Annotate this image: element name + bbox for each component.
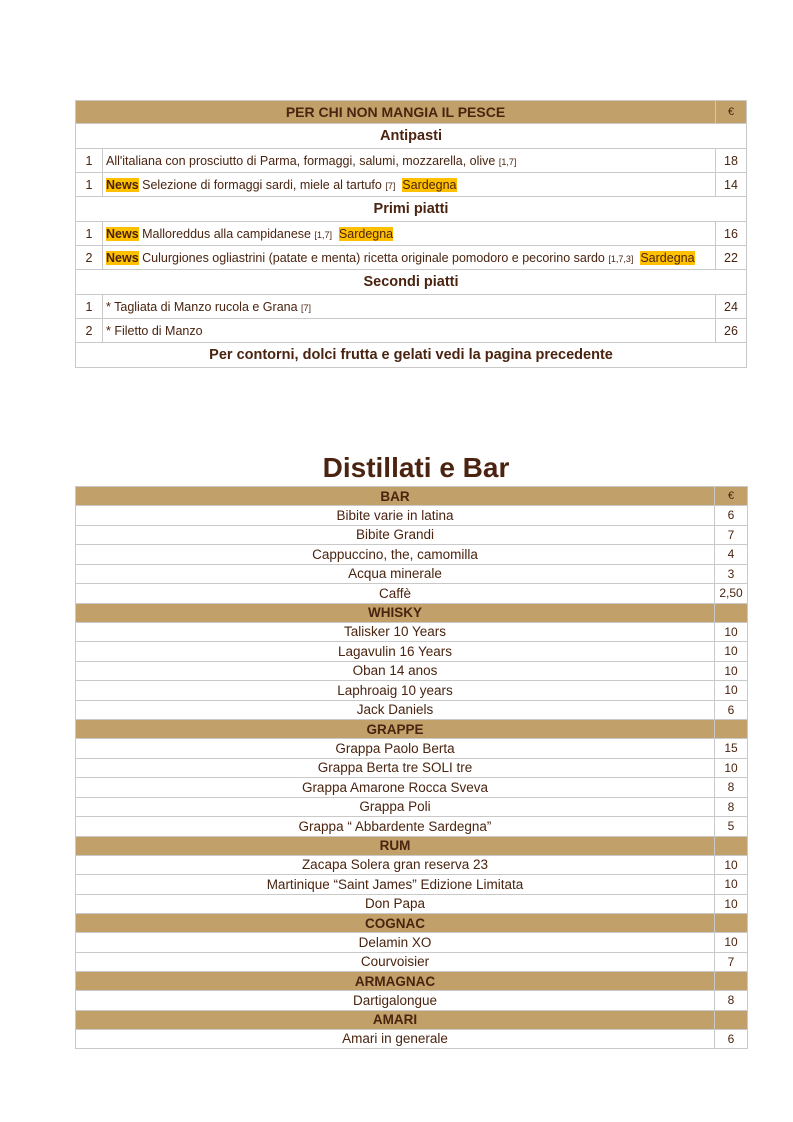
drink-row xyxy=(76,642,748,662)
drink-row xyxy=(76,506,748,526)
drink-row xyxy=(76,545,748,565)
category-row xyxy=(76,972,748,991)
drink-row xyxy=(76,952,748,972)
drink-price: 10 xyxy=(715,622,748,642)
drink-price: 8 xyxy=(715,797,748,817)
category-name: WHISKY xyxy=(76,603,715,622)
dish-description xyxy=(103,222,716,246)
dish-description xyxy=(103,246,716,270)
category-row xyxy=(76,603,748,622)
drink-price: 7 xyxy=(715,952,748,972)
news-badge: News xyxy=(106,226,139,241)
drink-row xyxy=(76,991,748,1011)
drink-row xyxy=(76,739,748,759)
drink-price: 15 xyxy=(715,739,748,759)
category-row xyxy=(76,720,748,739)
dish-number: 2 xyxy=(76,246,103,270)
drink-name: Grappa Amarone Rocca Sveva xyxy=(76,778,715,798)
category-price-header xyxy=(715,603,748,622)
dish-price: 26 xyxy=(716,319,747,343)
drink-row xyxy=(76,564,748,584)
dish-description xyxy=(103,173,716,197)
fish-free-menu-table xyxy=(75,100,747,368)
drink-price: 8 xyxy=(715,991,748,1011)
region-badge: Sardegna xyxy=(640,250,695,265)
dish-price: 22 xyxy=(716,246,747,270)
bar-title: Distillati e Bar xyxy=(322,452,510,483)
drink-price: 6 xyxy=(715,1029,748,1049)
fish-free-header-row xyxy=(76,101,747,124)
dish-number: 1 xyxy=(76,222,103,246)
drink-name: Jack Daniels xyxy=(76,700,715,720)
drink-row xyxy=(76,797,748,817)
drink-price: 5 xyxy=(715,817,748,837)
section-title: Primi piatti xyxy=(76,197,747,222)
drink-price: 10 xyxy=(715,642,748,662)
allergens: [7] xyxy=(385,180,396,191)
drink-name: Caffè xyxy=(76,584,715,604)
drink-row xyxy=(76,894,748,914)
dish-text: All'italiana con prosciutto di Parma, formaggi, salumi, mozzarella, olive xyxy=(106,153,499,168)
footer-note: Per contorni, dolci frutta e gelati vedi la pagina precedente xyxy=(76,343,747,368)
drink-price: 8 xyxy=(715,778,748,798)
drink-price: 10 xyxy=(715,681,748,701)
currency-header: € xyxy=(716,101,747,124)
drink-price: 7 xyxy=(715,525,748,545)
drink-row xyxy=(76,778,748,798)
drink-price: 6 xyxy=(715,700,748,720)
drink-row xyxy=(76,525,748,545)
drink-name: Laphroaig 10 years xyxy=(76,681,715,701)
drink-name: Cappuccino, the, camomilla xyxy=(76,545,715,565)
category-name: COGNAC xyxy=(76,914,715,933)
drink-name: Grappa Paolo Berta xyxy=(76,739,715,759)
dish-description xyxy=(103,149,716,173)
dish-price: 14 xyxy=(716,173,747,197)
drink-row xyxy=(76,817,748,837)
drink-price: 10 xyxy=(715,661,748,681)
allergens: [7] xyxy=(301,302,312,313)
dish-price: 24 xyxy=(716,295,747,319)
drink-name: Oban 14 anos xyxy=(76,661,715,681)
section-row xyxy=(76,197,747,222)
news-badge: News xyxy=(106,250,139,265)
category-row xyxy=(76,1010,748,1029)
drink-name: Grappa Berta tre SOLI tre xyxy=(76,758,715,778)
allergens: [1,7,3] xyxy=(608,253,634,264)
dish-text: * Tagliata di Manzo rucola e Grana xyxy=(106,299,302,314)
category-price-header xyxy=(715,972,748,991)
dish-row xyxy=(76,173,747,197)
category-row xyxy=(76,914,748,933)
dish-price: 18 xyxy=(716,149,747,173)
drink-price: 10 xyxy=(715,894,748,914)
dish-number: 2 xyxy=(76,319,103,343)
drink-price: 10 xyxy=(715,933,748,953)
drink-name: Lagavulin 16 Years xyxy=(76,642,715,662)
drink-price: 10 xyxy=(715,855,748,875)
drink-price: 4 xyxy=(715,545,748,565)
drink-row xyxy=(76,855,748,875)
drink-row xyxy=(76,622,748,642)
drink-name: Dartigalongue xyxy=(76,991,715,1011)
dish-price: 16 xyxy=(716,222,747,246)
dish-text: Selezione di formaggi sardi, miele al tartufo xyxy=(138,177,386,192)
category-name: ARMAGNAC xyxy=(76,972,715,991)
dish-row xyxy=(76,319,747,343)
drink-row xyxy=(76,700,748,720)
dish-row xyxy=(76,295,747,319)
drink-name: Amari in generale xyxy=(76,1029,715,1049)
drink-price: 10 xyxy=(715,758,748,778)
dish-row xyxy=(76,222,747,246)
category-price-header xyxy=(715,914,748,933)
drink-name: Delamin XO xyxy=(76,933,715,953)
section-title: Antipasti xyxy=(76,124,747,149)
category-name: AMARI xyxy=(76,1010,715,1029)
drink-name: Grappa “ Abbardente Sardegna” xyxy=(76,817,715,837)
drink-name: Grappa Poli xyxy=(76,797,715,817)
drink-price: 3 xyxy=(715,564,748,584)
drink-name: Acqua minerale xyxy=(76,564,715,584)
dish-number: 1 xyxy=(76,295,103,319)
dish-description xyxy=(103,319,716,343)
drink-name: Bibite varie in latina xyxy=(76,506,715,526)
region-badge: Sardegna xyxy=(402,177,457,192)
category-row xyxy=(76,836,748,855)
fish-free-header: PER CHI NON MANGIA IL PESCE xyxy=(76,101,716,124)
drink-name: Don Papa xyxy=(76,894,715,914)
category-price-header xyxy=(715,720,748,739)
section-title: Secondi piatti xyxy=(76,270,747,295)
dish-row xyxy=(76,149,747,173)
dish-text: Culurgiones ogliastrini (patate e menta) ricetta originale pomodoro e pecorino sardo xyxy=(138,250,609,265)
category-name: GRAPPE xyxy=(76,720,715,739)
drink-price: 6 xyxy=(715,506,748,526)
drink-name: Martinique “Saint James” Edizione Limitata xyxy=(76,875,715,895)
drink-price: 2,50 xyxy=(715,584,748,604)
drink-row xyxy=(76,1029,748,1049)
dish-number: 1 xyxy=(76,149,103,173)
footer-row xyxy=(76,343,747,368)
dish-number: 1 xyxy=(76,173,103,197)
drink-row xyxy=(76,661,748,681)
drink-name: Zacapa Solera gran reserva 23 xyxy=(76,855,715,875)
allergens: [1,7] xyxy=(314,229,332,240)
drink-row xyxy=(76,681,748,701)
dish-text: Malloreddus alla campidanese xyxy=(138,226,315,241)
drink-row xyxy=(76,933,748,953)
region-badge: Sardegna xyxy=(338,226,394,241)
category-price-header: € xyxy=(715,487,748,506)
category-row xyxy=(76,487,748,506)
dish-description xyxy=(103,295,716,319)
section-row xyxy=(76,124,747,149)
category-price-header xyxy=(715,1010,748,1029)
drink-name: Bibite Grandi xyxy=(76,525,715,545)
dish-text: * Filetto di Manzo xyxy=(106,323,203,338)
bar-menu-table xyxy=(75,486,748,1049)
drink-price: 10 xyxy=(715,875,748,895)
news-badge: News xyxy=(106,177,139,192)
dish-row xyxy=(76,246,747,270)
drink-row xyxy=(76,875,748,895)
drink-name: Talisker 10 Years xyxy=(76,622,715,642)
allergens: [1,7] xyxy=(498,156,517,167)
category-price-header xyxy=(715,836,748,855)
drink-name: Courvoisier xyxy=(76,952,715,972)
category-name: RUM xyxy=(76,836,715,855)
drink-row xyxy=(76,584,748,604)
section-row xyxy=(76,270,747,295)
category-name: BAR xyxy=(76,487,715,506)
drink-row xyxy=(76,758,748,778)
